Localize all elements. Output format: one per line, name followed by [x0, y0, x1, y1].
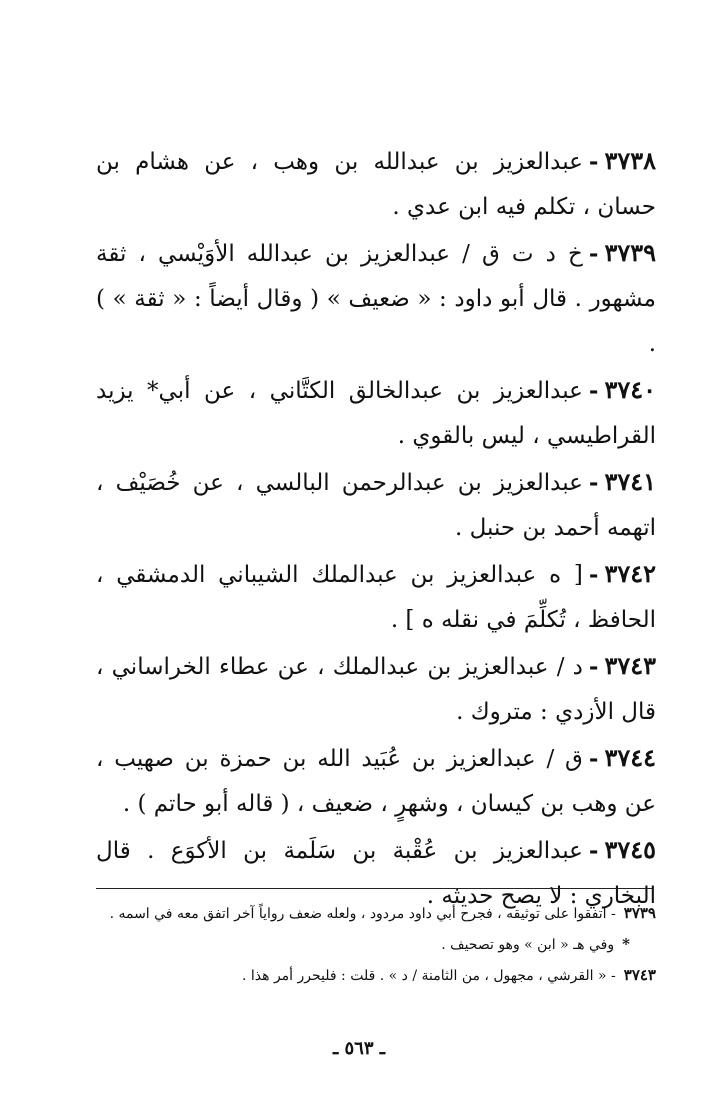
entry-text: ق / عبدالعزيز بن عُبَيد الله بن حمزة بن صهيب ، عن وهب بن كيسان ، وشهرٍ ، ضعيف ، ( قاله أبو حاتم ) .: [96, 746, 656, 817]
footnotes-list: [96, 898, 656, 991]
entry-dash: -: [588, 240, 599, 267]
entry-3738: [96, 138, 656, 230]
entry-number: ٣٧٤٤: [604, 743, 656, 772]
footnote-marker: *: [622, 935, 630, 953]
footnote-divider: [96, 888, 652, 889]
footnote-number: ٣٧٤٣: [623, 966, 656, 984]
entry-number: ٣٧٤٥: [604, 835, 656, 864]
entry-text: [ ه عبدالعزيز بن عبدالملك الشيباني الدمشقي ، الحافظ ، تُكلِّمَ في نقله ه ] .: [96, 562, 656, 633]
footnote-3739: [96, 898, 656, 929]
entry-3743: [96, 643, 656, 735]
entry-dash: -: [588, 469, 599, 496]
footnote-text: وفي هـ « ابن » وهو تصحيف .: [441, 937, 615, 953]
entry-text: عبدالعزيز بن عبدالرحمن البالسي ، عن خُصَيْف ، اتهمه أحمد بن حنبل .: [96, 470, 656, 541]
entry-number: ٣٧٤١: [604, 467, 656, 496]
entry-text: عبدالعزيز بن عبدالخالق الكتَّاني ، عن أبي* يزيد القراطيسي ، ليس بالقوي .: [96, 378, 656, 449]
footnote-dash: -: [606, 906, 616, 922]
entry-3741: [96, 459, 656, 551]
entry-number: ٣٧٤٢: [604, 559, 656, 588]
entry-number: ٣٧٤٣: [604, 651, 656, 680]
entry-dash: -: [588, 561, 599, 588]
entry-dash: -: [588, 653, 599, 680]
entry-dash: -: [588, 837, 599, 864]
entry-3739: [96, 230, 656, 367]
entries-list: [96, 138, 656, 919]
footnote-3743: [96, 960, 656, 991]
entry-text: خ د ت ق / عبدالعزيز بن عبدالله الأوَيْسي ، ثقة مشهور . قال أبو داود : « ضعيف » ( وقال أيضاً : « ثقة » ) .: [96, 241, 656, 357]
footnote-star: [96, 929, 656, 960]
entry-text: عبدالعزيز بن عُقْبة بن سَلَمة بن الأكوَع . قال البخاري : لا يصح حديثه .: [96, 838, 656, 909]
entry-number: ٣٧٣٩: [604, 238, 656, 267]
page-number: ـ ٥٦٣ ـ: [332, 1038, 386, 1059]
entry-3744: [96, 735, 656, 827]
entry-number: ٣٧٤٠: [604, 375, 656, 404]
entry-3742: [96, 551, 656, 643]
footnote-text: « القرشي ، مجهول ، من الثامنة / د » . قلت : فليحرر أمر هذا .: [241, 968, 607, 984]
entry-text: د / عبدالعزيز بن عبدالملك ، عن عطاء الخراساني ، قال الأزدي : متروك .: [96, 654, 656, 725]
footnote-dash: -: [606, 968, 616, 984]
footnote-number: ٣٧٣٩: [623, 904, 656, 922]
footnote-text: اتفقوا على توثيقه ، فجرح أبي داود مردود ، ولعله ضعف رواياً آخر اتفق معه في اسمه .: [109, 906, 607, 922]
entry-text: عبدالعزيز بن عبدالله بن وهب ، عن هشام بن حسان ، تكلم فيه ابن عدي .: [96, 149, 656, 220]
entry-dash: -: [588, 377, 599, 404]
entry-number: ٣٧٣٨: [604, 146, 656, 175]
entry-3740: [96, 367, 656, 459]
entry-dash: -: [588, 745, 599, 772]
entry-dash: -: [588, 148, 599, 175]
